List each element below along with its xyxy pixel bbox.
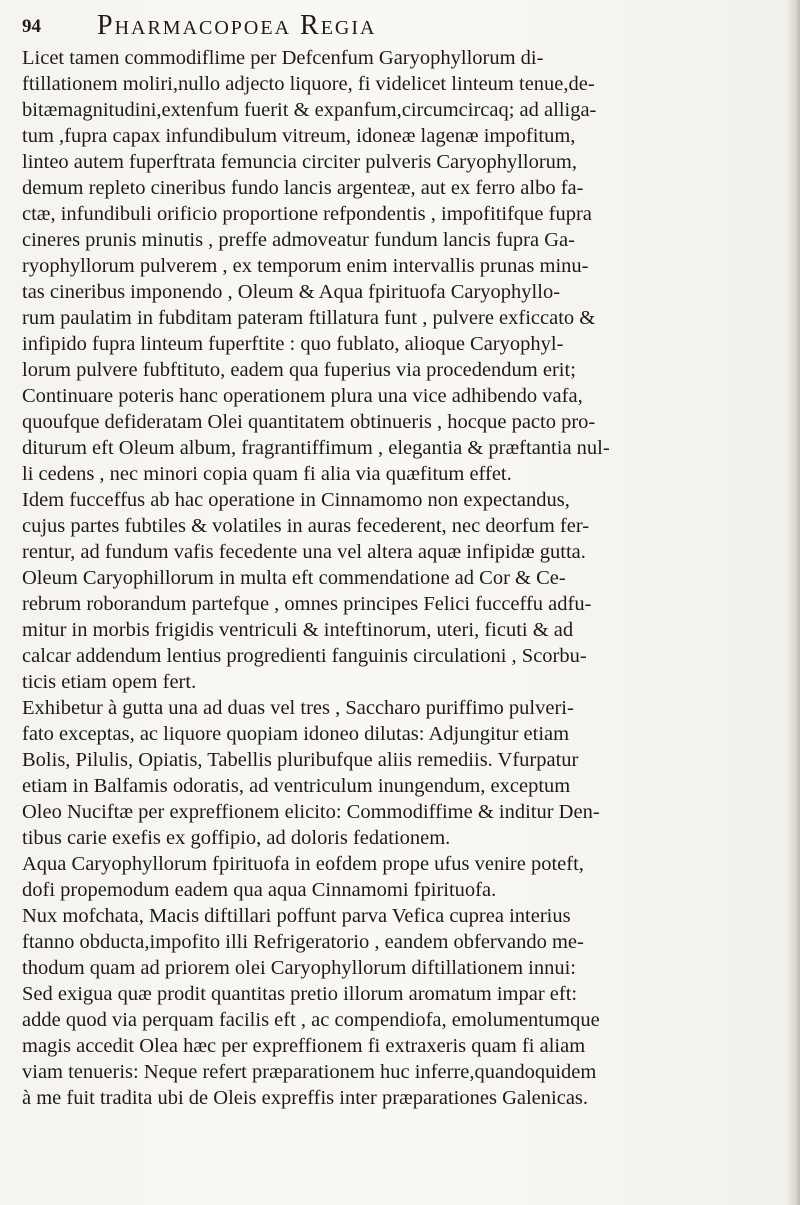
text-line: ryophyllorum pulverem , ex temporum enim intervallis prunas minu- [22,255,589,277]
text-line: mitur in morbis frigidis ventriculi & inteftinorum, uteri, ficuti & ad [22,619,574,641]
text-line: demum repleto cineribus fundo lancis argenteæ, aut ex ferro albo fa- [22,177,584,199]
text-line: Oleo Nuciftæ per expreffionem elicito: Commodiffime & inditur Den- [22,801,600,823]
text-line: Continuare poteris hanc operationem plura una vice adhibendo vafa, [22,385,583,407]
text-line: infipido fupra linteum fuperftite : quo fublato, alioque Caryophyl- [22,333,564,355]
text-line: Sed exigua quæ prodit quantitas pretio illorum aromatum impar eft: [22,983,578,1005]
text-line: ticis etiam opem fert. [22,671,197,693]
text-line: Bolis, Pilulis, Opiatis, Tabellis pluribufque aliis remediis. Vfurpatur [22,749,579,771]
text-line: tas cineribus imponendo , Oleum & Aqua fpirituofa Caryophyllo- [22,281,561,303]
text-line: à me fuit tradita ubi de Oleis expreffis inter præparationes Galenicas. [22,1087,589,1109]
text-line: Aqua Caryophyllorum fpirituofa in eofdem prope ufus venire poteft, [22,853,584,875]
body-text [22,45,770,1111]
text-line: calcar addendum lentius progredienti fanguinis circulationi , Scorbu- [22,645,587,667]
text-line: quoufque defideratam Olei quantitatem obtinueris , hocque pacto pro- [22,411,596,433]
text-line: ftanno obducta,impofito illi Refrigeratorio , eandem obfervando me- [22,931,584,953]
text-line: rum paulatim in fubditam pateram ftillatura funt , pulvere exficcato & [22,307,596,329]
text-line: linteo autem fuperftrata femuncia circiter pulveris Caryophyllorum, [22,151,578,173]
text-line: dofi propemodum eadem qua aqua Cinnamomi fpirituofa. [22,879,497,901]
text-line: viam tenueris: Neque refert præparationem huc inferre,quandoquidem [22,1061,597,1083]
text-line: adde quod via perquam facilis eft , ac compendiofa, emolumentumque [22,1009,600,1031]
text-line: cineres prunis minutis , preffe admoveatur fundum lancis fupra Ga- [22,229,575,251]
text-line: lorum pulvere fubftituto, eadem qua fuperius via procedendum erit; [22,359,576,381]
page-number: 94 [22,16,41,37]
text-line: Licet tamen commodiflime per Defcenfum Garyophyllorum di- [22,47,544,69]
text-line: li cedens , nec minori copia quam fi alia via quæfitum effet. [22,463,512,485]
text-line: magis accedit Olea hæc per expreffionem fi extraxeris quam fi aliam [22,1035,586,1057]
text-line: cujus partes fubtiles & volatiles in auras fecederent, nec deorfum fer- [22,515,590,537]
text-line: rentur, ad fundum vafis fecedente una vel altera aquæ infipidæ gutta. [22,541,586,563]
text-line: etiam in Balfamis odoratis, ad ventriculum inungendum, exceptum [22,775,571,797]
page-edge-shadow [786,0,800,1205]
running-title: Pharmacopoea Regia [97,10,377,41]
page-header [22,10,762,42]
text-line: rebrum roborandum partefque , omnes principes Felici fucceffu adfu- [22,593,592,615]
text-line: tum ,fupra capax infundibulum vitreum, idoneæ lagenæ impofitum, [22,125,576,147]
text-line: bitæmagnitudini,extenfum fuerit & expanfum,circumcircaq; ad alliga- [22,99,597,121]
text-line: diturum eft Oleum album, fragrantiffimum , elegantia & præftantia nul- [22,437,610,459]
text-line: Idem fucceffus ab hac operatione in Cinnamomo non expectandus, [22,489,570,511]
text-line: ftillationem moliri,nullo adjecto liquore, fi videlicet linteum tenue,de- [22,73,595,95]
text-line: Exhibetur à gutta una ad duas vel tres , Saccharo puriffimo pulveri- [22,697,574,719]
text-line: Nux mofchata, Macis diftillari poffunt parva Vefica cuprea interius [22,905,571,927]
text-line: fato exceptas, ac liquore quopiam idoneo dilutas: Adjungitur etiam [22,723,570,745]
text-line: Oleum Caryophillorum in multa eft commendatione ad Cor & Ce- [22,567,566,589]
text-line: ctæ, infundibuli orificio proportione refpondentis , impofitifque fupra [22,203,592,225]
text-line: thodum quam ad priorem olei Caryophyllorum diftillationem innui: [22,957,576,979]
text-line: tibus carie exefis ex goffipio, ad doloris fedationem. [22,827,451,849]
